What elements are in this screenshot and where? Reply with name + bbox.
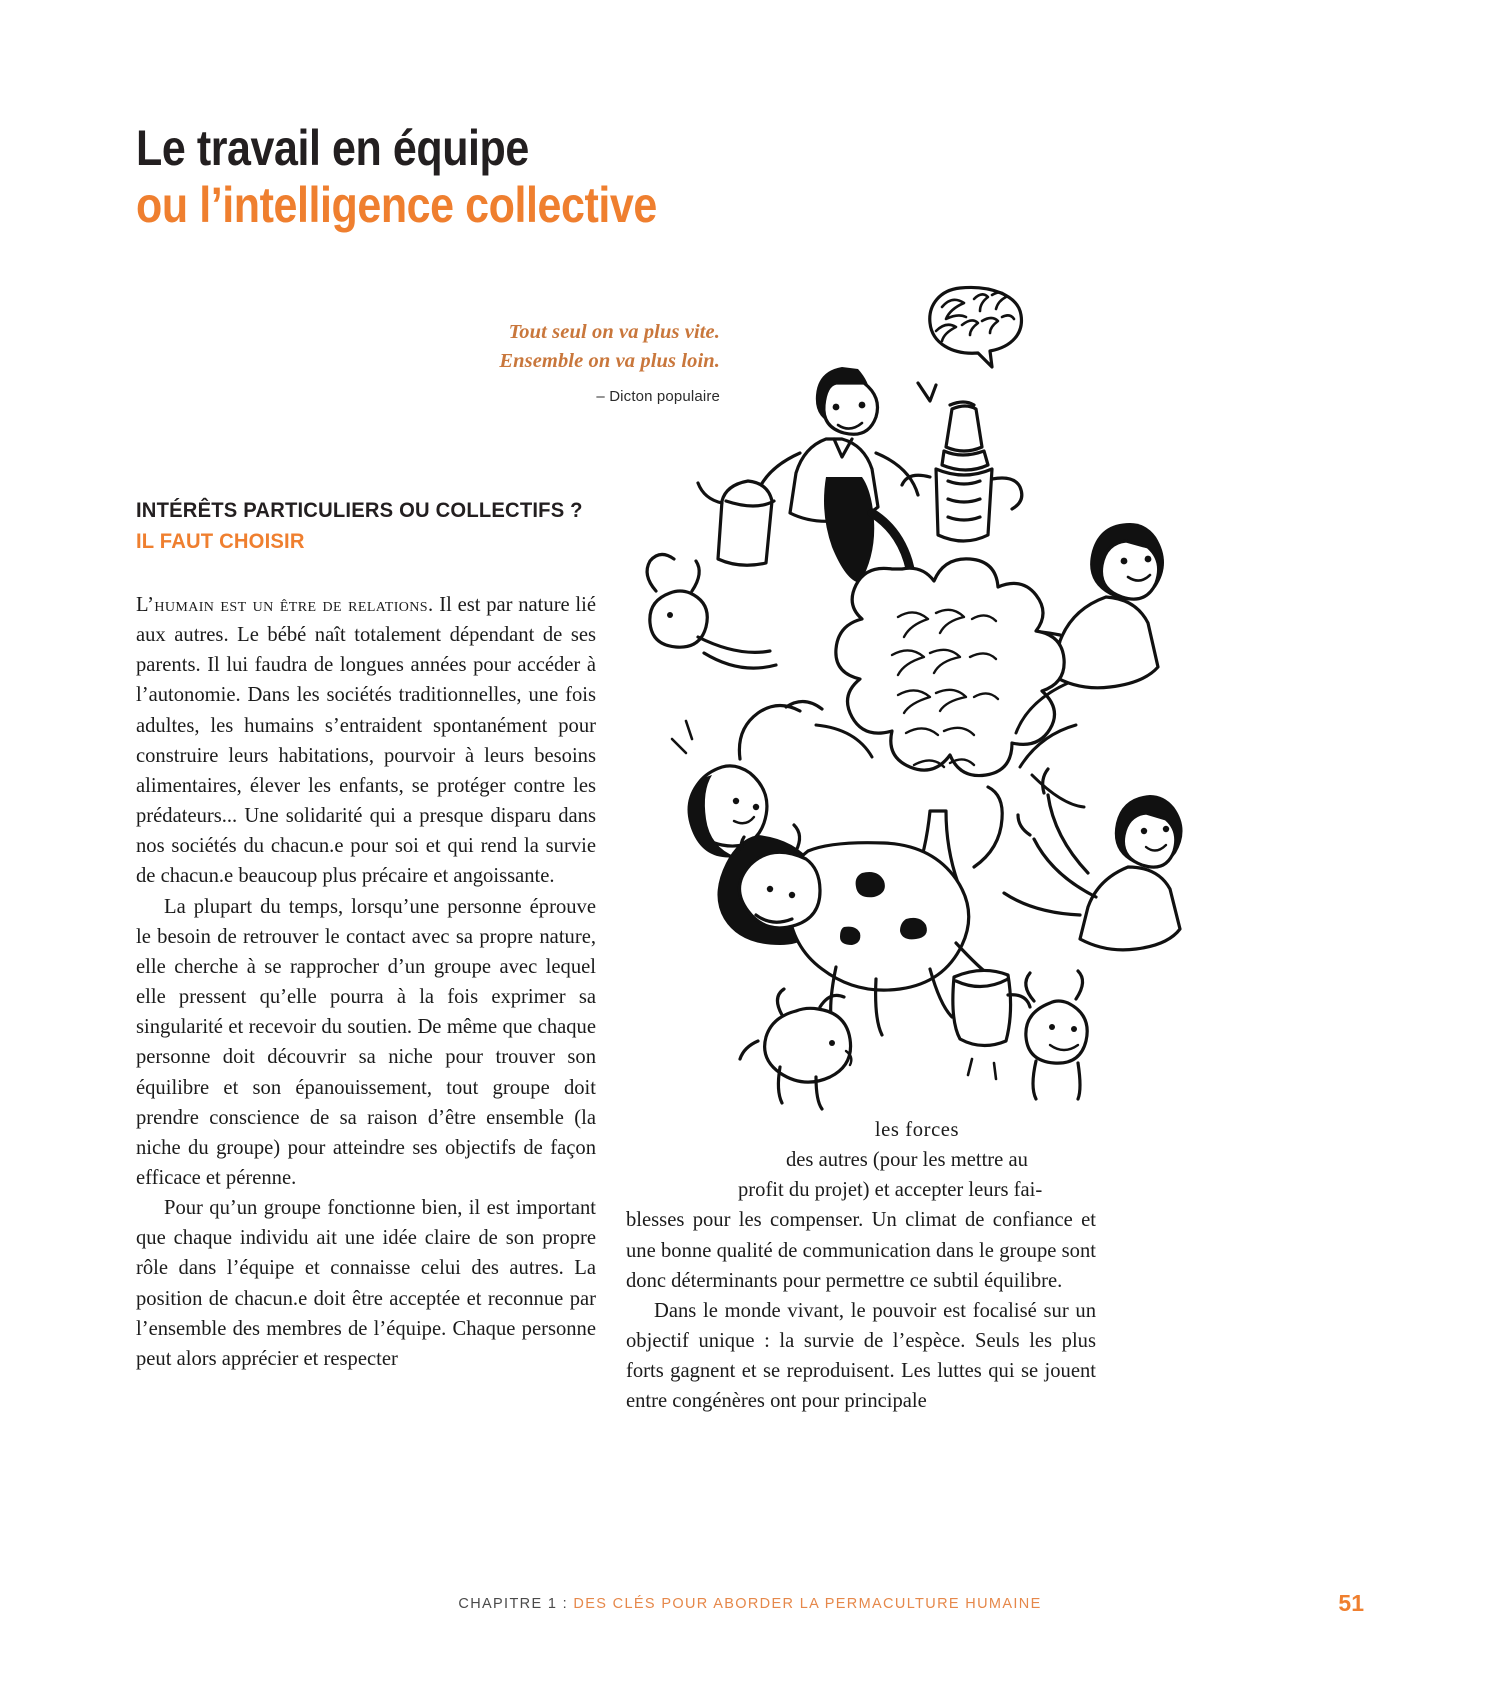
page-footer — [0, 1590, 1500, 1626]
team-circle-illustration — [630, 255, 1250, 1135]
section-heading — [136, 498, 606, 554]
person-right-lower — [1004, 769, 1183, 950]
central-tree — [836, 559, 1064, 887]
paragraph-left-1 — [136, 590, 596, 892]
footer-chapter-line — [0, 1596, 1500, 1612]
bucket — [953, 970, 1030, 1079]
wrap-line-3: profit du projet) et accepter leurs fai- — [738, 1179, 1043, 1202]
body-column-right — [626, 1115, 1096, 1417]
person-right-upper — [943, 523, 1164, 688]
page-title-line-2: ou l’intelligence collective — [136, 177, 657, 233]
section-heading-main: INTÉRÊTS PARTICULIERS OU COLLECTIFS ? — [136, 498, 583, 522]
wrap-line-1: les forces — [874, 1119, 960, 1141]
epigraph-line-1: Tout seul on va plus vite. — [508, 321, 720, 343]
lead-in-smallcaps: L’humain est un être de relations. — [136, 594, 434, 616]
speech-bubble-icon — [918, 287, 1021, 401]
epigraph — [300, 318, 720, 405]
tools-top-right — [902, 402, 1022, 541]
section-heading-sub: IL FAUT CHOISIR — [136, 529, 305, 553]
connecting-limbs — [816, 683, 1084, 807]
footer-chapter-title: DES CLÉS POUR ABORDER LA PERMACULTURE HUMAINE — [573, 1596, 1042, 1612]
page-title — [136, 122, 856, 232]
paragraph-left-2: La plupart du temps, lorsqu’une personne éprouve le besoin de retrouver le contact avec sa propre nature, elle cherche à se rapprocher d’un groupe avec lequel elle pressent qu’elle pourra à la fois exprimer sa singularité et recevoir du soutien. De même que chaque personne doit découvrir sa niche pour trouver son équilibre et son épanouissement, tout groupe doit prendre conscience de sa raison d’être ensemble (la niche du groupe) pour atteindre ses objectifs de façon efficace et pérenne. — [136, 895, 596, 1189]
person-left — [672, 701, 876, 959]
paragraph-right-1-rest: blesses pour les compenser. Un climat de confiance et une bonne qualité de communication dans le groupe sont donc déterminants pour permettre ce subtil équilibre. — [626, 1209, 1096, 1292]
paragraph-left-3: Pour qu’un groupe fonctionne bien, il est important que chaque individu ait une idée claire de son propre rôle dans l’équipe et connaisse celui des autres. La position de chacun.e doit être acceptée et reconnue par l’ensemble des membres de l’équipe. Chaque personne peut alors apprécier et respecter — [136, 1197, 596, 1370]
page-number: 51 — [1338, 1590, 1364, 1616]
animal-upper-left — [647, 554, 776, 668]
paragraph-right-2: Dans le monde vivant, le pouvoir est focalisé sur un objectif unique : la survie de l’espèce. Seuls les plus forts gagnent et se reproduisent. Les luttes qui se jouent entre congénères ont pour principale — [626, 1299, 1096, 1413]
watering-can — [698, 481, 774, 565]
pig — [740, 989, 851, 1109]
epigraph-source: – Dicton populaire — [596, 388, 720, 406]
body-column-left — [136, 590, 596, 1374]
animal-bottom-right — [1026, 971, 1087, 1099]
epigraph-line-2: Ensemble on va plus loin. — [499, 350, 720, 373]
person-top — [698, 367, 918, 625]
wrap-line-2: des autres (pour les mettre au — [786, 1149, 1028, 1172]
paragraph-right-wrap — [626, 1115, 1096, 1296]
cow — [739, 787, 1002, 1035]
paragraph-left-1-rest: Il est par nature lié aux autres. Le bébé naît totalement dépendant de ses parents. Il lui faudra de longues années pour accéder à l’autonomie. Dans les sociétés traditionnelles, une fois adultes, les humains s’entraident spontanément pour construire leurs habitations, pourvoir à leurs besoins alimentaires, élever les enfants, se protéger contre les prédateurs... Une solidarité qui a presque disparu dans nos sociétés du chacun.e pour soi et qui rend la survie de chacun.e beaucoup plus précaire et angoissante. — [136, 594, 597, 888]
page-title-line-1: Le travail en équipe — [136, 120, 529, 176]
footer-chapter-label: CHAPITRE 1 : — [458, 1596, 574, 1612]
